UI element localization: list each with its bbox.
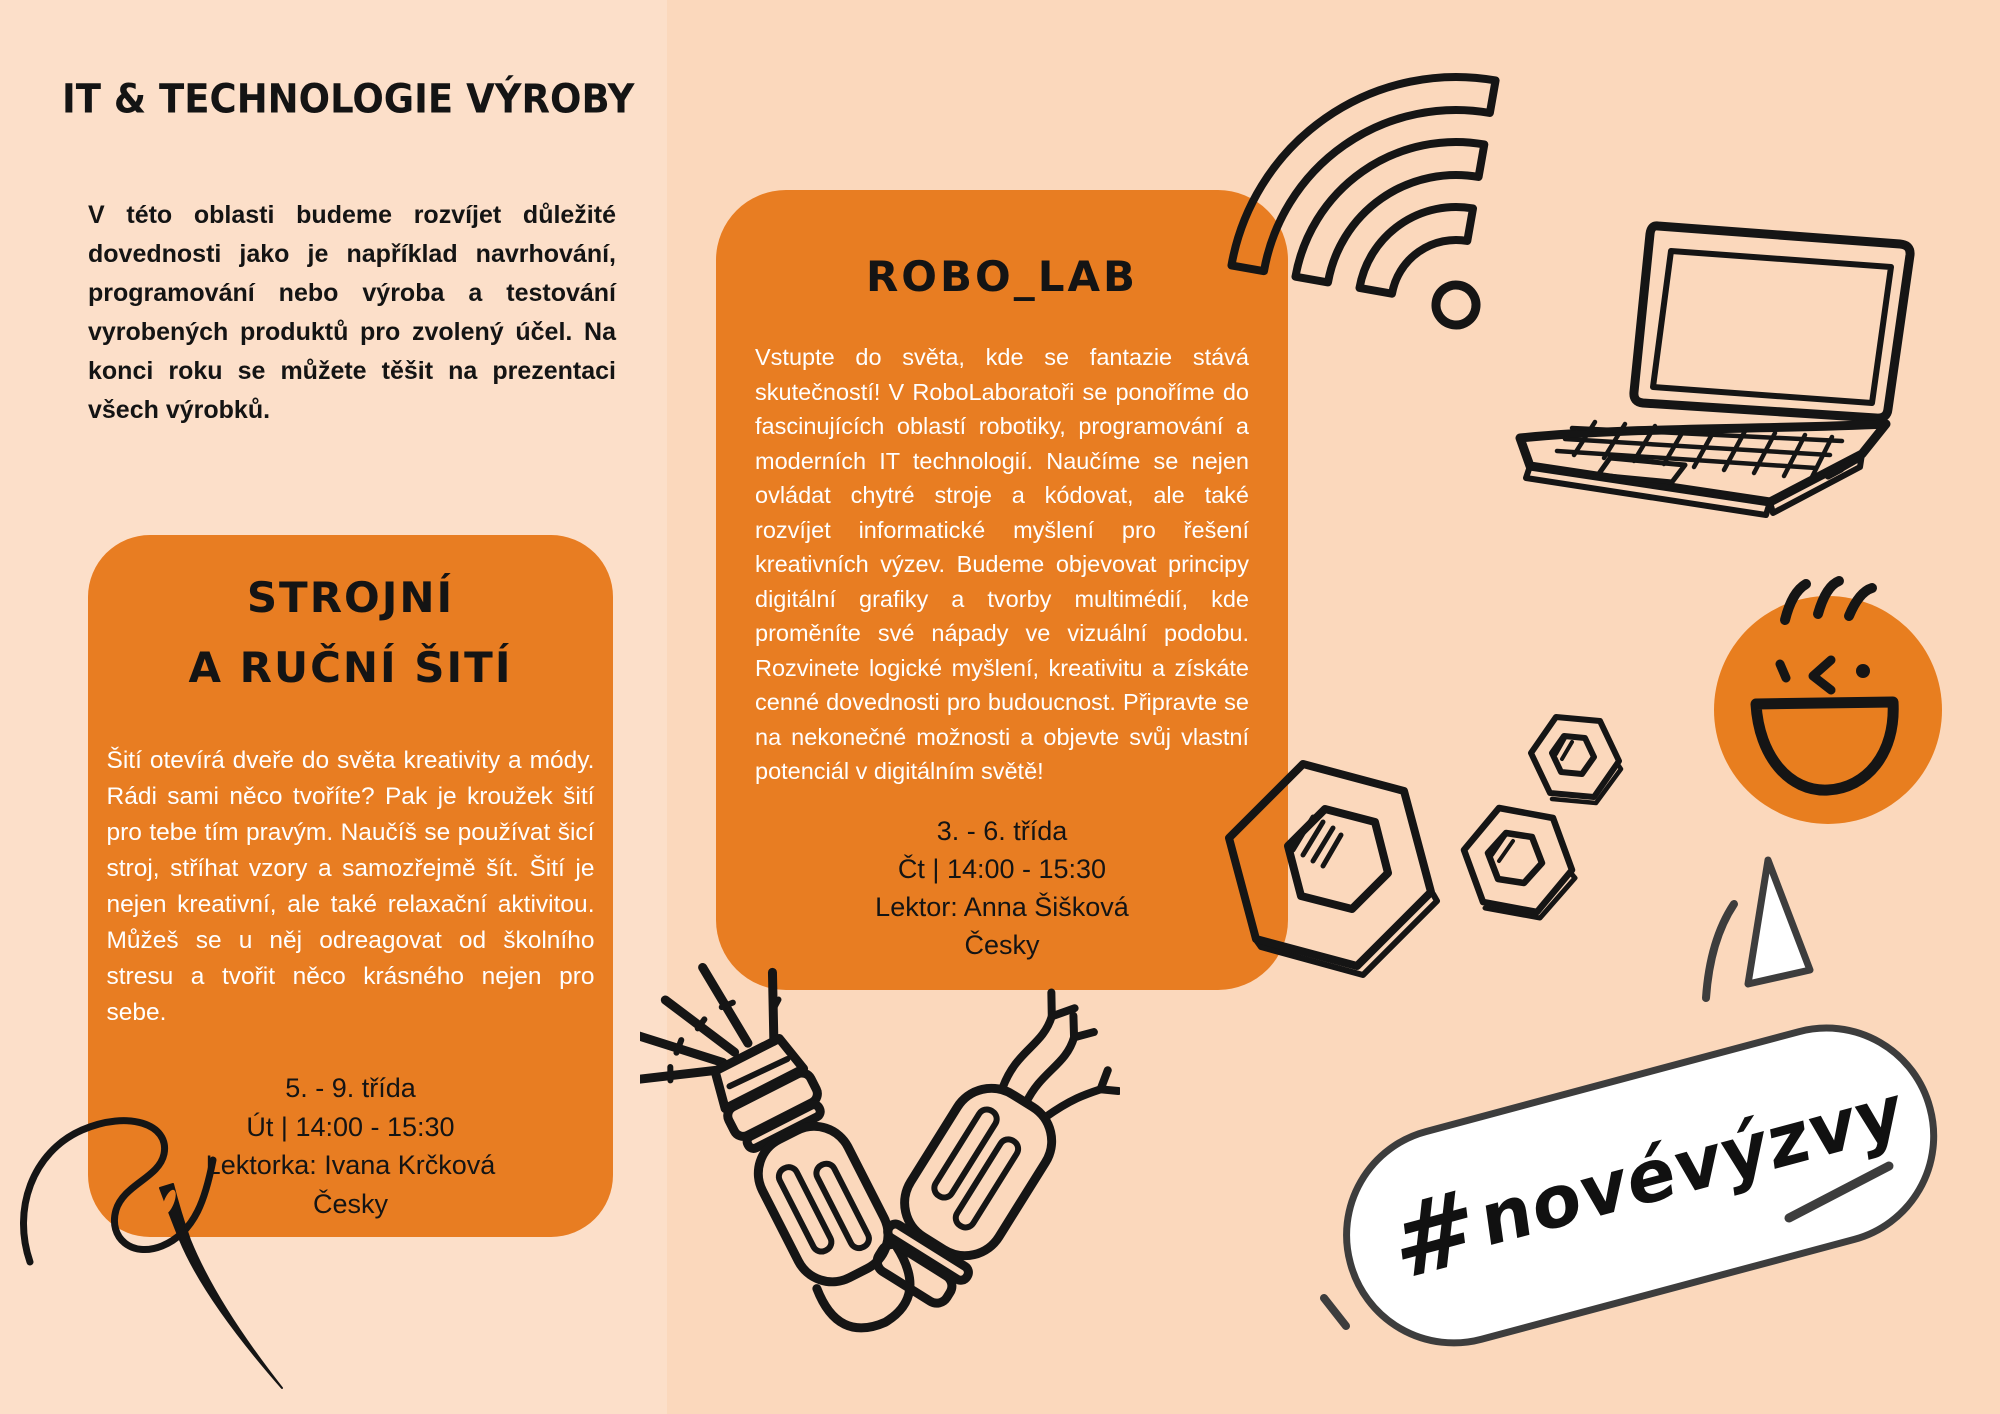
hashtag-symbol: # [1386, 1164, 1482, 1304]
robolab-schedule-time: Čt | 14:00 - 15:30 [897, 854, 1107, 884]
sewing-schedule-lector: Lektorka: Ivana Krčková [205, 1150, 496, 1180]
robolab-card-schedule [716, 812, 1288, 964]
bubble-tail [1748, 860, 1810, 984]
needle-thread-icon [10, 1090, 310, 1410]
hashtag-word: novévýzvy [1476, 1066, 1909, 1264]
robolab-schedule-lector: Lektor: Anna Šišková [875, 892, 1129, 922]
sewing-card-title-line2: A RUČNÍ ŠITÍ [188, 643, 513, 692]
page-title: IT & TECHNOLOGIE VÝROBY [62, 76, 635, 123]
left-eye [1780, 664, 1786, 678]
robolab-schedule-grade: 3. - 6. třída [936, 816, 1068, 846]
sewing-schedule-time: Út | 14:00 - 15:30 [246, 1111, 455, 1142]
robolab-card-title: ROBO_LAB [865, 252, 1139, 301]
right-eye [1856, 664, 1870, 678]
wifi-icon [1160, 35, 1510, 335]
sewing-card-title [88, 563, 613, 703]
sewing-schedule-grade: 5. - 9. třída [285, 1073, 416, 1103]
robot-arms-icon [640, 950, 1120, 1414]
sewing-card-description: Šití otevírá dveře do světa kreativity a módy. Rádi sami něco tvoříte? Pak je kroužek šití pro tebe tím pravým. Naučíš se používat šicí stroj, stříhat vzory a samozřejmě šít. Šití je nejen kreativní, ale také relaxační aktivitou. Můžeš se u něj odreagovat od školního stresu a tvořit něco krásného nejen pro sebe. [106, 747, 595, 1026]
intro-paragraph: V této oblasti budeme rozvíjet důležité dovednosti jako je například navrhování, programování nebo výroba a testování vyrobených produktů pro zvolený účel. Na konci roku se můžete těšit na prezentaci všech výrobků. [88, 201, 616, 424]
laptop-icon [1510, 210, 2000, 530]
smiley-face-icon [1700, 572, 1960, 842]
sewing-schedule-language: Česky [312, 1188, 388, 1219]
needle [160, 1184, 282, 1388]
robolab-schedule-language: Česky [964, 930, 1040, 960]
robolab-card-description: Vstupte do světa, kde se fantazie stává skutečností! V RoboLaboratoři se ponoříme do fascinujících oblastí robotiky, programování a moderních IT technologií. Naučíme se nejen ovládat chytré stroje a kódovat, ale také rozvíjet informatické myšlení pro řešení kreativních výzev. Budeme objevovat principy digitální grafiky a tvorby multimédií, kde proměníte své nápady ve vizuální podobu. Rozvinete logické myšlení, kreativitu a získáte cenné dovednosti pro budoucnost. Připravte se na nekonečné možnosti a objevte svůj vlastní potenciál v digitálním světě! [755, 344, 1249, 784]
sewing-card-title-line1: STROJNÍ [246, 573, 455, 622]
